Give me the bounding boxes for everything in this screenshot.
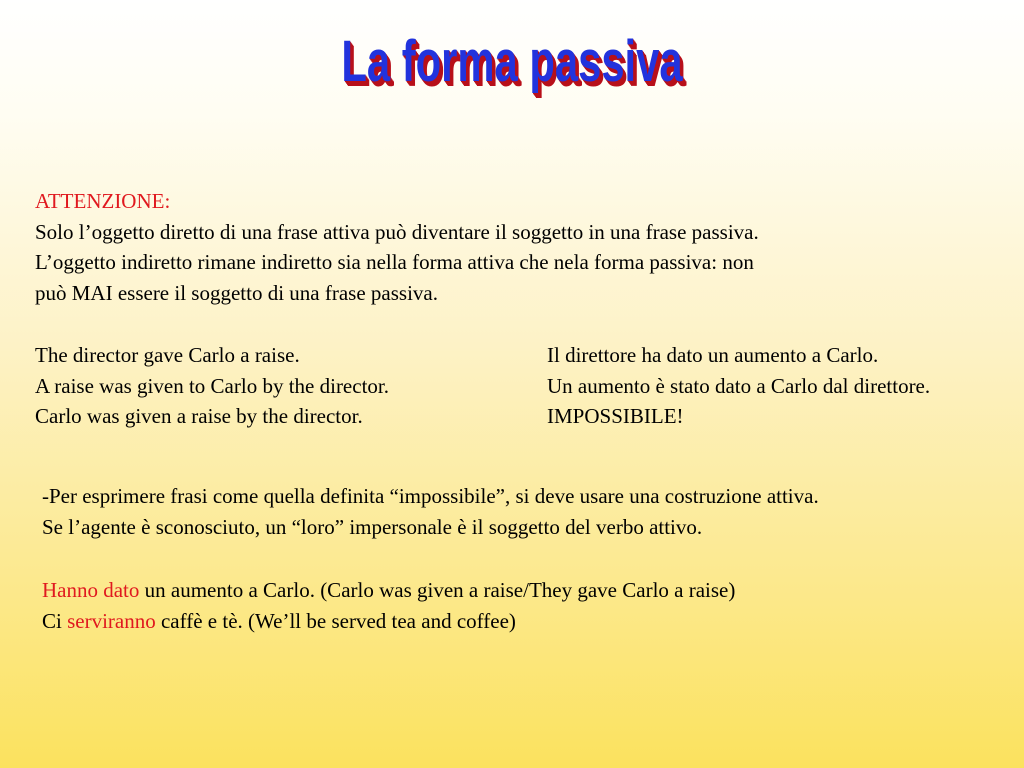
english-examples [35,340,389,432]
italian-example-3: IMPOSSIBILE! [547,404,684,428]
english-example-1: The director gave Carlo a raise. [35,343,300,367]
example-sentences [42,575,735,636]
attention-line-3: può MAI essere il soggetto di una frase passiva. [35,280,438,305]
attention-line-2: L’oggetto indiretto rimane indiretto sia nella forma attiva che nela forma passiva: non [35,250,754,274]
attention-line-1: Solo l’oggetto diretto di una frase attiva può diventare il soggetto in una frase passiva. [35,219,759,244]
example-sentence-2 [42,606,735,637]
slide-title: La forma passiva [341,29,683,94]
sentence-2-prefix: Ci [42,608,68,633]
explanation-block [42,481,819,542]
italian-example-2: Un aumento è stato dato a Carlo dal direttore. [547,373,931,398]
explanation-line-2: Se l’agente è sconosciuto, un “loro” impersonale è il soggetto del verbo attivo. [42,514,703,539]
example-sentence-1 [42,575,735,606]
attention-block [35,186,759,308]
sentence-2-highlight: serviranno [67,608,156,633]
english-example-3: Carlo was given a raise by the director. [35,404,363,428]
sentence-2-rest: caffè e tè. (We’ll be served tea and coffee) [155,608,516,633]
sentence-1-rest: un aumento a Carlo. (Carlo was given a raise/They gave Carlo a raise) [139,578,736,602]
italian-examples [547,340,930,432]
explanation-line-1: -Per esprimere frasi come quella definita “impossibile”, si deve usare una costruzione attiva. [42,484,819,508]
english-example-2: A raise was given to Carlo by the director. [35,373,389,398]
sentence-1-highlight: Hanno dato [42,578,140,602]
attention-heading: ATTENZIONE: [35,189,171,213]
italian-example-1: Il direttore ha dato un aumento a Carlo. [547,343,879,367]
